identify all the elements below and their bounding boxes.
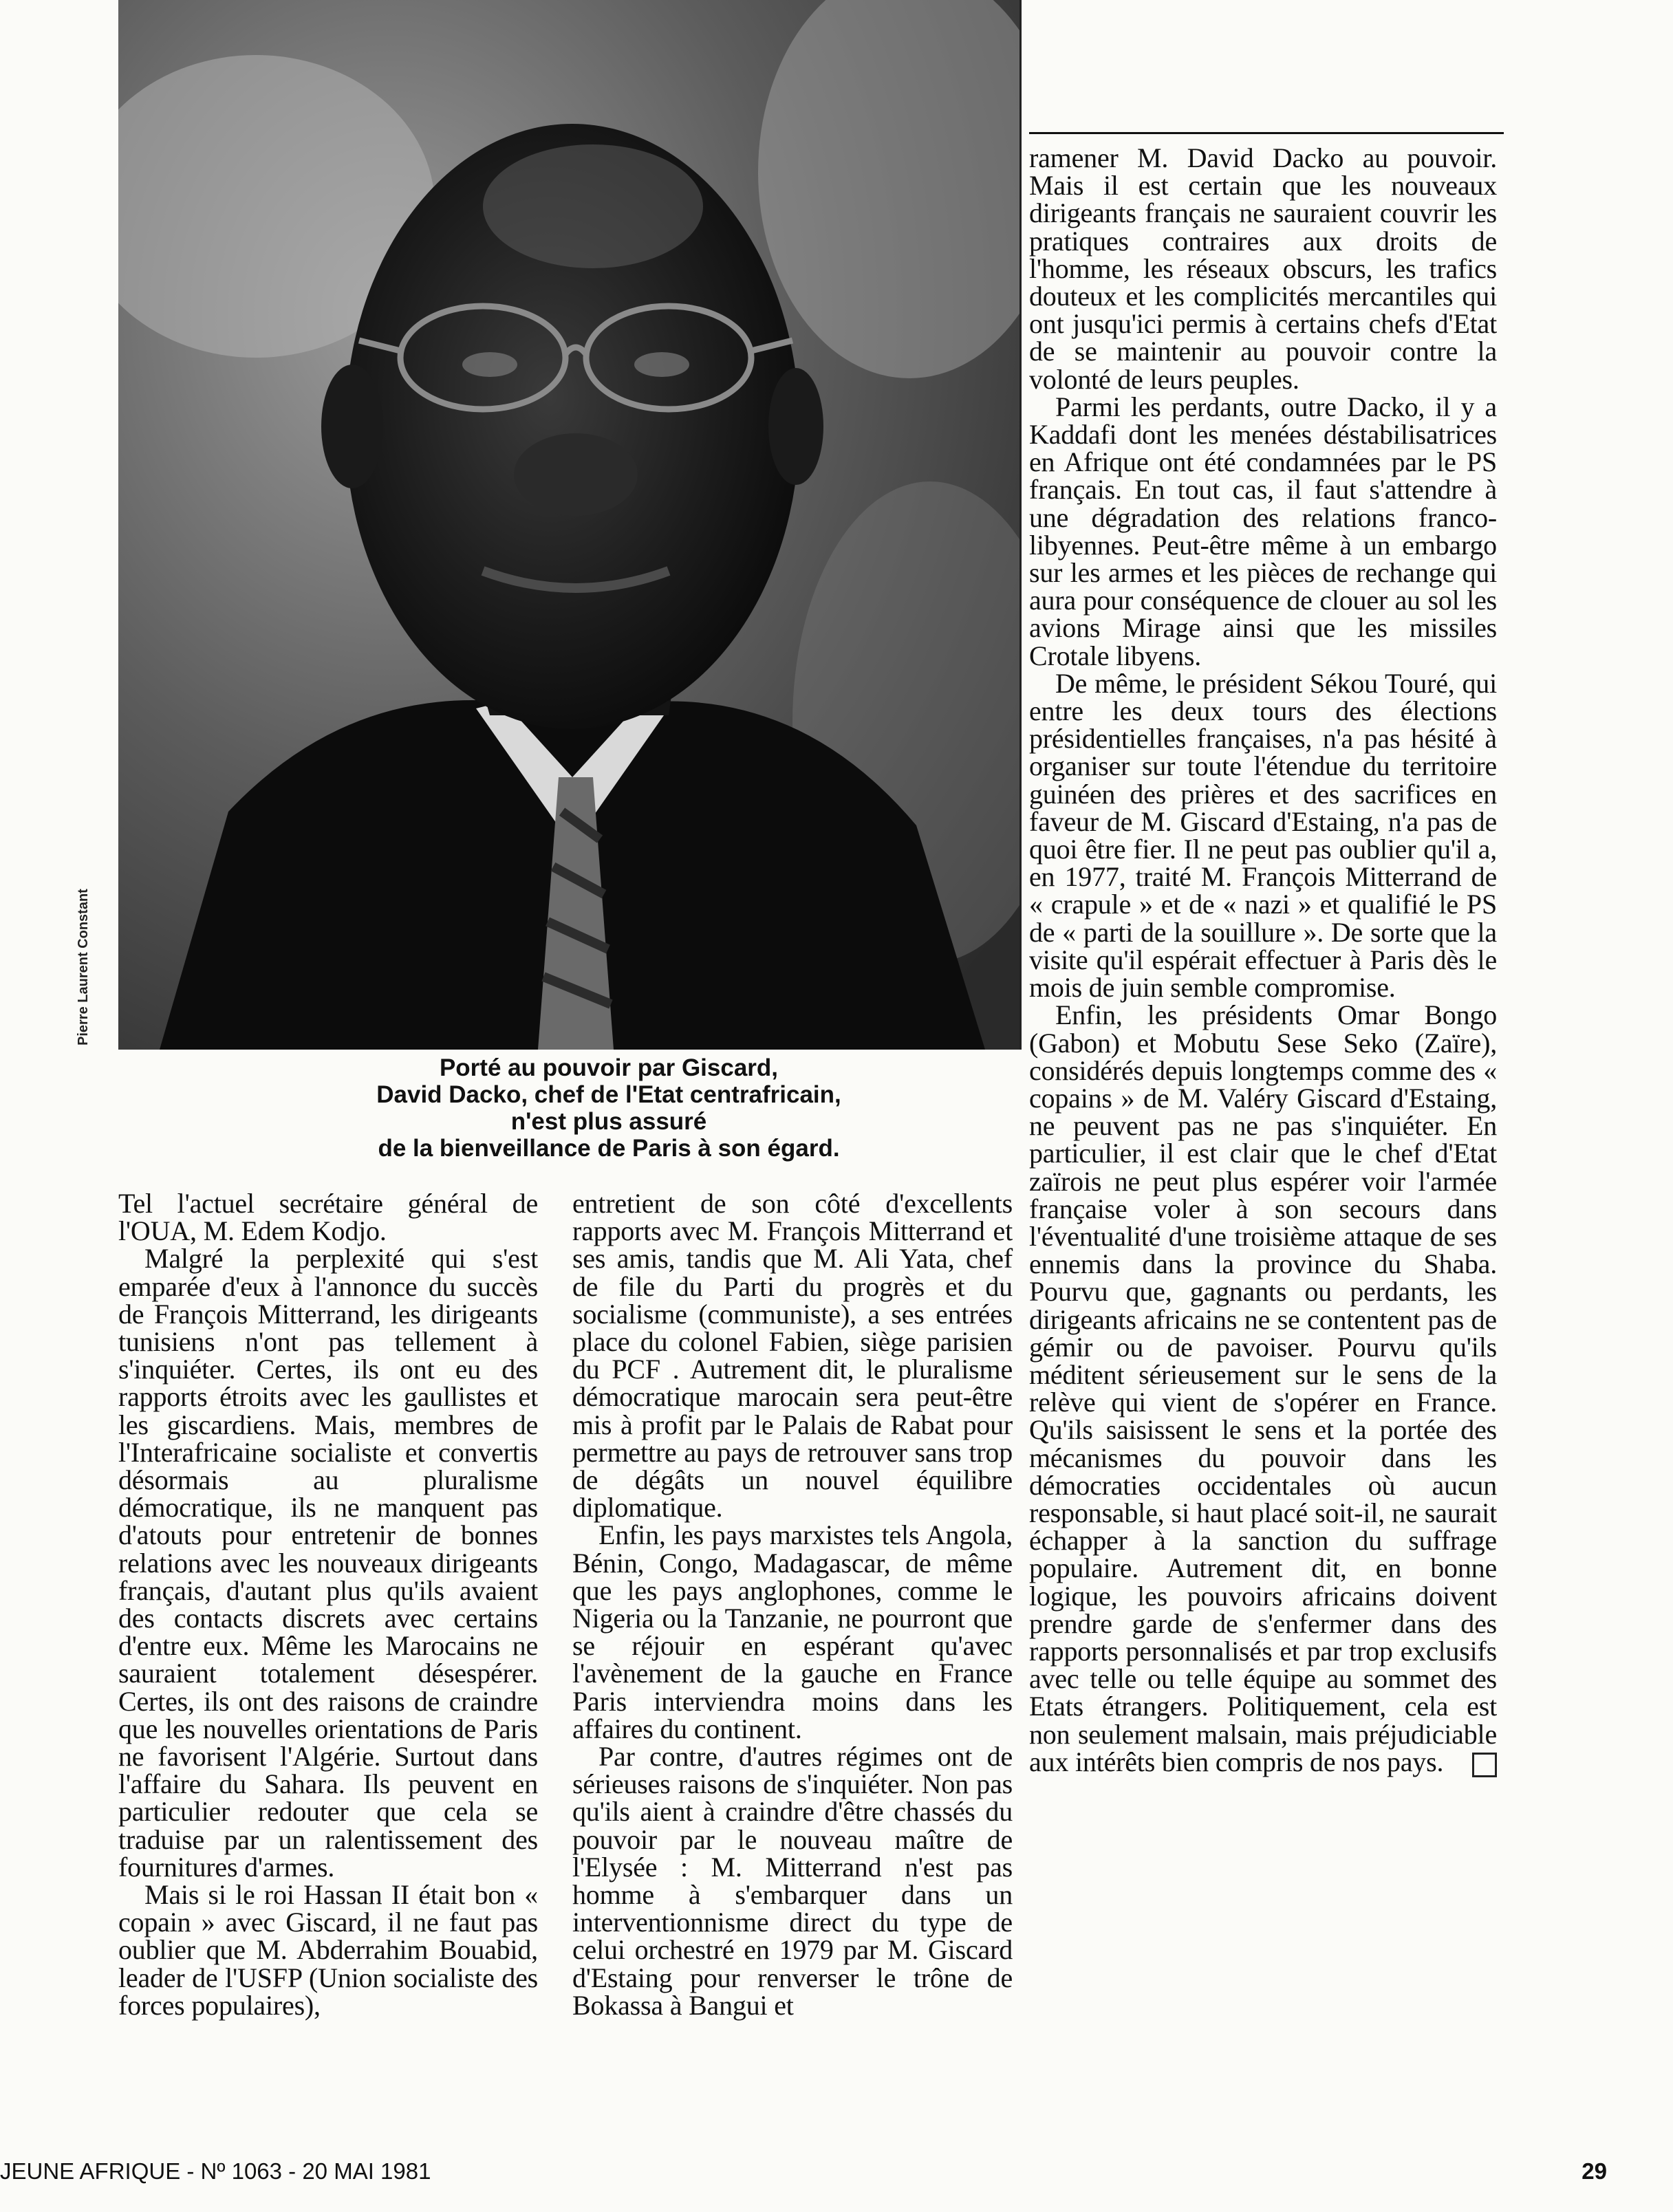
end-mark-icon bbox=[1472, 1753, 1497, 1777]
photo-credit: Pierre Laurent Constant bbox=[76, 889, 91, 1045]
paragraph-final bbox=[1029, 1001, 1497, 1776]
paragraph: De même, le président Sékou Touré, qui entre les deux tours des élections présidentielles françaises, n'a pas hésité à organiser sur toute l'étendue du territoire guinéen des prières et des sacrifices en faveur de M. Giscard d'Estaing, n'a pas de quoi être fier. Il ne peut pas oublier qu'il a, en 1977, traité M. François Mitterrand de « crapule » et de « nazi » et qualifié le PS de « parti de la souillure ». De sorte que la visite qu'il espérait effectuer à Paris dès le mois de juin semble compromise. bbox=[1029, 667, 1497, 1004]
portrait-image bbox=[118, 0, 1019, 1050]
paragraph: ramener M. David Dacko au pouvoir. Mais il est certain que les nouveaux dirigeants français ne sauraient couvrir les pratiques contraires aux droits de l'homme, les réseaux obscurs, les trafics douteux et les complicités mercantiles qui ont jusqu'ici permis à certains chefs d'Etat de se maintenir au pouvoir contre la volonté de leurs peuples. bbox=[1029, 142, 1497, 395]
page-number: 29 bbox=[1582, 2158, 1607, 2184]
photo-caption bbox=[227, 1054, 991, 1162]
paragraph: Parmi les perdants, outre Dacko, il y a Kaddafi dont les menées déstabilisatrices en Afrique ont été condamnées par le PS français. En tout cas, il faut s'attendre à une dégradation des relations franco-libyennes. Peut-être même à un embargo sur les armes et les pièces de rechange qui aura pour conséquence de clouer au sol les avions Mirage ainsi que les missiles Crotale libyens. bbox=[1029, 391, 1497, 671]
paragraph: Enfin, les présidents Omar Bongo (Gabon) et Mobutu Sese Seko (Zaïre), considérés depuis longtemps comme des « copains » de M. Valéry Giscard d'Estaing, ne peuvent pas ne pas s'inquiéter. En particulier, il est clair que le chef d'Etat zaïrois ne peut plus espérer voir l'armée française voler à son secours dans l'éventualité d'une troisième attaque de ses ennemis dans la province du Shaba. Pourvu que, gagnants ou perdants, les dirigeants africains ne se contentent pas de gémir ou de pavoiser. Pourvu qu'ils méditent sérieusement sur le sens de la relève qui vient de s'opérer en France. Qu'ils saisissent le sens et la portée des mécanismes du pouvoir dans les démocraties occidentales où aucun responsable, si haut placé soit-il, ne saurait échapper à la sanction du suffrage populaire. Autrement dit, en bonne logique, les pouvoirs africains doivent prendre garde de s'enfermer dans des rapports personnalisés et par trop exclusifs avec telle ou telle équipe au sommet des Etats étrangers. Politiquement, cela est non seulement malsain, mais préjudiciable aux intérêts bien compris de nos pays. bbox=[1029, 999, 1497, 1777]
caption-line: Porté au pouvoir par Giscard, bbox=[439, 1054, 779, 1081]
paragraph: entretient de son côté d'excellents rapports avec M. François Mitterrand et ses amis, tandis que M. Ali Yata, chef de file du Parti du progrès et du socialisme (communiste), a ses entrées place du colonel Fabien, siège parisien du PCF . Autrement dit, le pluralisme démocratique marocain sera peut-être mis à profit par le Palais de Rabat pour permettre au pays de retrouver sans trop de dégâts un nouvel équilibre diplomatique. bbox=[572, 1188, 1013, 1524]
caption-line: David Dacko, chef de l'Etat centrafricain, bbox=[376, 1081, 841, 1108]
paragraph: Malgré la perplexité qui s'est emparée d'eux à l'annonce du succès de François Mitterrand, les dirigeants tunisiens n'ont pas tellement à s'inquiéter. Certes, ils ont eu des rapports étroits avec les gaullistes et les giscardiens. Mais, membres de l'Interafricaine socialiste et convertis désormais au pluralisme démocratique, ils ne manquent pas d'atouts pour entretenir de bonnes relations avec les nouveaux dirigeants français, d'autant plus qu'ils avaient des contacts discrets avec certains d'entre eux. Même les Marocains ne sauraient totalement désespérer. Certes, ils ont des raisons de craindre que les nouvelles orientations de Paris ne favorisent l'Algérie. Surtout dans l'affaire du Sahara. Ils peuvent en particulier redouter que cela se traduise par un ralentissement des fournitures d'armes. bbox=[118, 1243, 538, 1883]
article-column-2 bbox=[572, 1190, 1013, 2019]
caption-line: de la bienveillance de Paris à son égard. bbox=[378, 1135, 840, 1162]
article-column-3 bbox=[1029, 144, 1497, 1777]
paragraph: Par contre, d'autres régimes ont de sérieuses raisons de s'inquiéter. Non pas qu'ils aient à craindre d'être chassés du pouvoir par le nouveau maître de l'Elysée : M. Mitterrand n'est pas homme à s'embarquer dans un interventionnisme direct du type de celui orchestré en 1979 par M. Giscard d'Estaing pour renverser le trône de Bokassa à Bangui et bbox=[572, 1741, 1013, 2021]
paragraph: Mais si le roi Hassan II était bon « copain » avec Giscard, il ne faut pas oublier que M. Abderrahim Bouabid, leader de l'USFP (Union socialiste des forces populaires), bbox=[118, 1879, 538, 2021]
paragraph: Tel l'actuel secrétaire général de l'OUA, M. Edem Kodjo. bbox=[118, 1188, 538, 1247]
magazine-footer: JEUNE AFRIQUE - Nº 1063 - 20 MAI 1981 bbox=[0, 2158, 431, 2184]
paragraph: Enfin, les pays marxistes tels Angola, Bénin, Congo, Madagascar, de même que les pays anglophones, comme le Nigeria ou la Tanzanie, ne pourront que se réjouir en espérant qu'avec l'avènement de la gauche en France Paris interviendra moins dans les affaires du continent. bbox=[572, 1519, 1013, 1744]
column-rule bbox=[1029, 132, 1504, 134]
article-column-1 bbox=[118, 1190, 538, 2019]
portrait-photo bbox=[118, 0, 1022, 1050]
caption-line: n'est plus assuré bbox=[510, 1108, 707, 1135]
